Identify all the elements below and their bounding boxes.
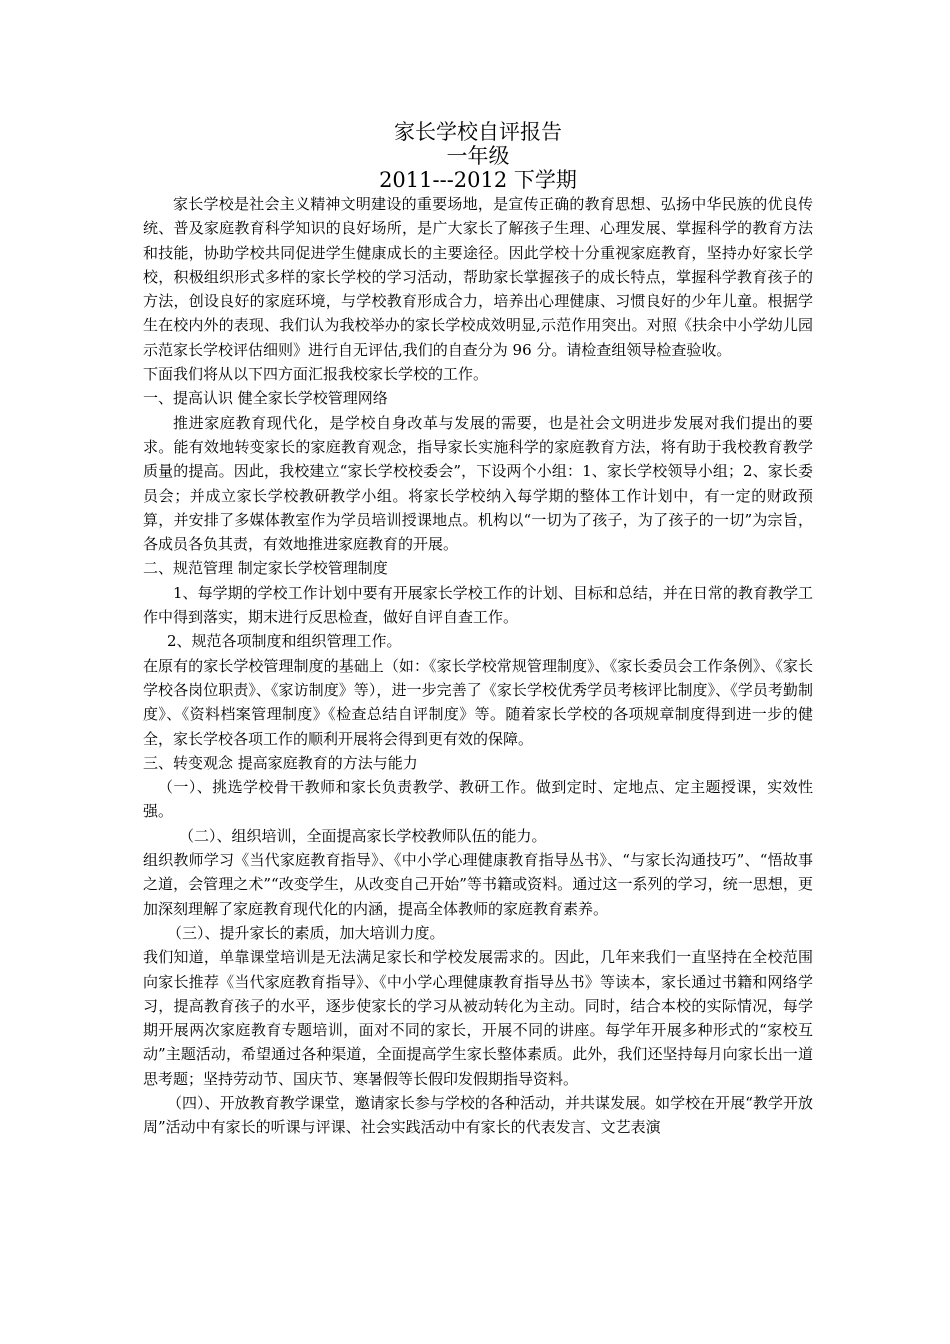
document-title: 家长学校自评报告 <box>394 120 562 144</box>
document-term: 2011---2012 下学期 <box>379 168 577 192</box>
section-2-item-2: 2、规范各项制度和组织管理工作。 <box>167 632 402 651</box>
document-page <box>143 120 813 1140</box>
document-grade: 一年级 <box>446 144 510 168</box>
section-3-item-3: （三）、提升家长的素质，加大培训力度。 <box>167 923 445 942</box>
overview-paragraph: 下面我们将从以下四方面汇报我校家长学校的工作。 <box>143 365 489 384</box>
section-3-item-2-paragraph: 组织教师学习《当代家庭教育指导》、《中小学心理健康教育指导丛书》、“与家长沟通技巧”、“悟故事之道，会管理之术”“改变学生，从改变自己开始”等书籍或资料。通过这一系列的学习，统一思想，更加深刻理解了家庭教育现代化的内涵，提高全体教师的家庭教育素养。 <box>143 851 813 918</box>
section-heading-3: 三、转变观念 提高家庭教育的方法与能力 <box>143 753 418 772</box>
section-3-item-3-paragraph: 我们知道，单靠课堂培训是无法满足家长和学校发展需求的。因此，几年来我们一直坚持在全校范围向家长推荐《当代家庭教育指导》、《中小学心理健康教育指导丛书》等读本，家长通过书籍和网络学习，提高教育孩子的水平，逐步使家长的学习从被动转化为主动。同时，结合本校的实际情况，每学期开展两次家庭教育专题培训，面对不同的家长，开展不同的讲座。每学年开展多种形式的“家校互动”主题活动，希望通过各种渠道，全面提高学生家长整体素质。此外，我们还坚持每月向家长出一道思考题；坚持劳动节、国庆节、寒暑假等长假印发假期指导资料。 <box>143 948 813 1088</box>
intro-paragraph: 家长学校是社会主义精神文明建设的重要场地，是宣传正确的教育思想、弘扬中华民族的优良传统、普及家庭教育科学知识的良好场所，是广大家长了解孩子生理、心理发展、掌握科学的教育方法和技能，协助学校共同促进学生健康成长的主要途径。因此学校十分重视家庭教育，坚持办好家长学校，积极组织形式多样的家长学校的学习活动，帮助家长掌握孩子的成长特点，掌握科学教育孩子的方法，创设良好的家庭环境，与学校教育形成合力，培养出心理健康、习惯良好的少年儿童。根据学生在校内外的表现、我们认为我校举办的家长学校成效明显,示范作用突出。对照《扶余中小学幼儿园示范家长学校评估细则》进行自无评估,我们的自查分为 96 分。请检查组领导检查验收。 <box>143 195 813 359</box>
section-3-item-1: （一）、挑选学校骨干教师和家长负责教学、教研工作。做到定时、定地点、定主题授课，实效性强。 <box>143 778 813 821</box>
section-heading-2: 二、规范管理 制定家长学校管理制度 <box>143 559 388 578</box>
section-2-paragraph: 在原有的家长学校管理制度的基础上（如：《家长学校常规管理制度》、《家长委员会工作条例》、《家长学校各岗位职责》、《家访制度》等），进一步完善了《家长学校优秀学员考核评比制度》、《学员考勤制度》、《资料档案管理制度》《检查总结自评制度》等。随着家长学校的各项规章制度得到进一步的健全，家长学校各项工作的顺利开展将会得到更有效的保障。 <box>143 656 813 748</box>
section-3-item-4: （四）、开放教育教学课堂，邀请家长参与学校的各种活动，并共谋发展。如学校在开展“教学开放周”活动中有家长的听课与评课、社会实践活动中有家长的代表发言、文艺表演 <box>143 1093 813 1137</box>
section-heading-1: 一、提高认识 健全家长学校管理网络 <box>143 389 388 408</box>
section-2-item-1: 1、每学期的学校工作计划中要有开展家长学校工作的计划、目标和总结，并在日常的教育教学工作中得到落实，期末进行反思检查，做好自评自查工作。 <box>143 583 813 627</box>
section-1-paragraph: 推进家庭教育现代化，是学校自身改革与发展的需要，也是社会文明进步发展对我们提出的要求。能有效地转变家长的家庭教育观念，指导家长实施科学的家庭教育方法，将有助于我校教育教学质量的提高。因此，我校建立“家长学校校委会”，下设两个小组：1、家长学校领导小组；2、家长委员会；并成立家长学校教研教学小组。将家长学校纳入每学期的整体工作计划中，有一定的财政预算，并安排了多媒体教室作为学员培训授课地点。机构以“一切为了孩子，为了孩子的一切”为宗旨，各成员各负其责，有效地推进家庭教育的开展。 <box>143 413 813 554</box>
document-body <box>143 192 813 1140</box>
section-3-item-2: （二）、组织培训，全面提高家长学校教师队伍的能力。 <box>179 826 547 845</box>
document-header <box>143 120 813 192</box>
